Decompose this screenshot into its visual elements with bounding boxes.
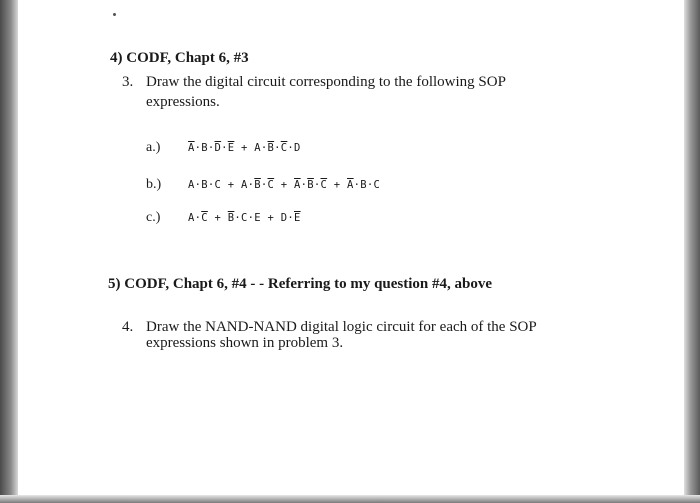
variable: A bbox=[254, 142, 261, 154]
part-b-expression bbox=[188, 179, 380, 191]
and-operator: · bbox=[366, 179, 374, 191]
q4-prompt-line2: expressions. bbox=[146, 94, 220, 110]
complemented-variable: $\overline{D}$ bbox=[214, 142, 222, 154]
variable: A bbox=[188, 212, 195, 224]
part-a-expression bbox=[188, 142, 301, 154]
q4-heading: 4) CODF, Chapt 6, #3 bbox=[110, 50, 249, 66]
variable: C bbox=[214, 179, 222, 191]
plus-operator: + bbox=[327, 179, 347, 191]
and-operator: · bbox=[353, 179, 361, 191]
variable: A bbox=[188, 179, 195, 191]
q4-item-number: 3. bbox=[122, 74, 134, 90]
variable: C bbox=[241, 212, 248, 224]
complemented-variable: $\overline{C}$ bbox=[320, 179, 328, 191]
variable: B bbox=[201, 179, 208, 191]
complemented-variable: $\overline{C}$ bbox=[267, 179, 275, 191]
q4-prompt-line1: Draw the digital circuit corresponding to the following SOP bbox=[146, 74, 506, 90]
and-operator: · bbox=[207, 179, 215, 191]
and-operator: · bbox=[287, 212, 294, 224]
and-operator: · bbox=[247, 179, 255, 191]
plus-operator: + bbox=[234, 142, 255, 154]
left-frame-shadow bbox=[0, 0, 18, 503]
complemented-variable: $\overline{E}$ bbox=[227, 142, 235, 154]
plus-operator: + bbox=[260, 212, 281, 224]
variable: D bbox=[280, 212, 288, 224]
variable: B bbox=[360, 179, 367, 191]
q5-heading: 5) CODF, Chapt 6, #4 - - Referring to my question #4, above bbox=[108, 276, 493, 292]
variable: C bbox=[373, 179, 381, 191]
complemented-variable: $\overline{C}$ bbox=[280, 142, 288, 154]
plus-operator: + bbox=[274, 179, 294, 191]
page-mark-dot bbox=[113, 13, 116, 16]
q5-item-number: 4. bbox=[122, 319, 134, 335]
part-c-label: c.) bbox=[146, 210, 161, 225]
complemented-variable: $\overline{B}$ bbox=[267, 142, 275, 154]
and-operator: · bbox=[207, 142, 215, 154]
and-operator: · bbox=[274, 142, 281, 154]
complemented-variable: $\overline{E}$ bbox=[294, 212, 301, 224]
and-operator: · bbox=[194, 212, 202, 224]
complemented-variable: $\overline{A}$ bbox=[294, 179, 301, 191]
variable: E bbox=[254, 212, 261, 224]
complemented-variable: $\overline{C}$ bbox=[201, 212, 208, 224]
complemented-variable: $\overline{B}$ bbox=[227, 212, 235, 224]
q5-prompt-line2: expressions shown in problem 3. bbox=[146, 335, 344, 351]
plus-operator: + bbox=[221, 179, 241, 191]
complemented-variable: $\overline{A}$ bbox=[188, 142, 195, 154]
right-frame-shadow bbox=[684, 0, 700, 503]
and-operator: · bbox=[313, 179, 321, 191]
and-operator: · bbox=[287, 142, 294, 154]
bottom-frame-shadow bbox=[0, 495, 700, 503]
complemented-variable: $\overline{B}$ bbox=[307, 179, 314, 191]
variable: A bbox=[241, 179, 248, 191]
and-operator: · bbox=[260, 142, 268, 154]
complemented-variable: $\overline{B}$ bbox=[254, 179, 261, 191]
part-b-label: b.) bbox=[146, 177, 162, 192]
complemented-variable: $\overline{A}$ bbox=[347, 179, 354, 191]
and-operator: · bbox=[260, 179, 268, 191]
plus-operator: + bbox=[207, 212, 228, 224]
and-operator: · bbox=[194, 179, 202, 191]
and-operator: · bbox=[221, 142, 228, 154]
and-operator: · bbox=[234, 212, 241, 224]
part-c-expression bbox=[188, 212, 301, 224]
part-a-label: a.) bbox=[146, 140, 161, 155]
and-operator: · bbox=[247, 212, 255, 224]
q5-prompt-line1: Draw the NAND-NAND digital logic circuit for each of the SOP bbox=[146, 319, 537, 335]
variable: B bbox=[201, 142, 208, 154]
variable: D bbox=[294, 142, 301, 154]
and-operator: · bbox=[194, 142, 202, 154]
and-operator: · bbox=[300, 179, 308, 191]
